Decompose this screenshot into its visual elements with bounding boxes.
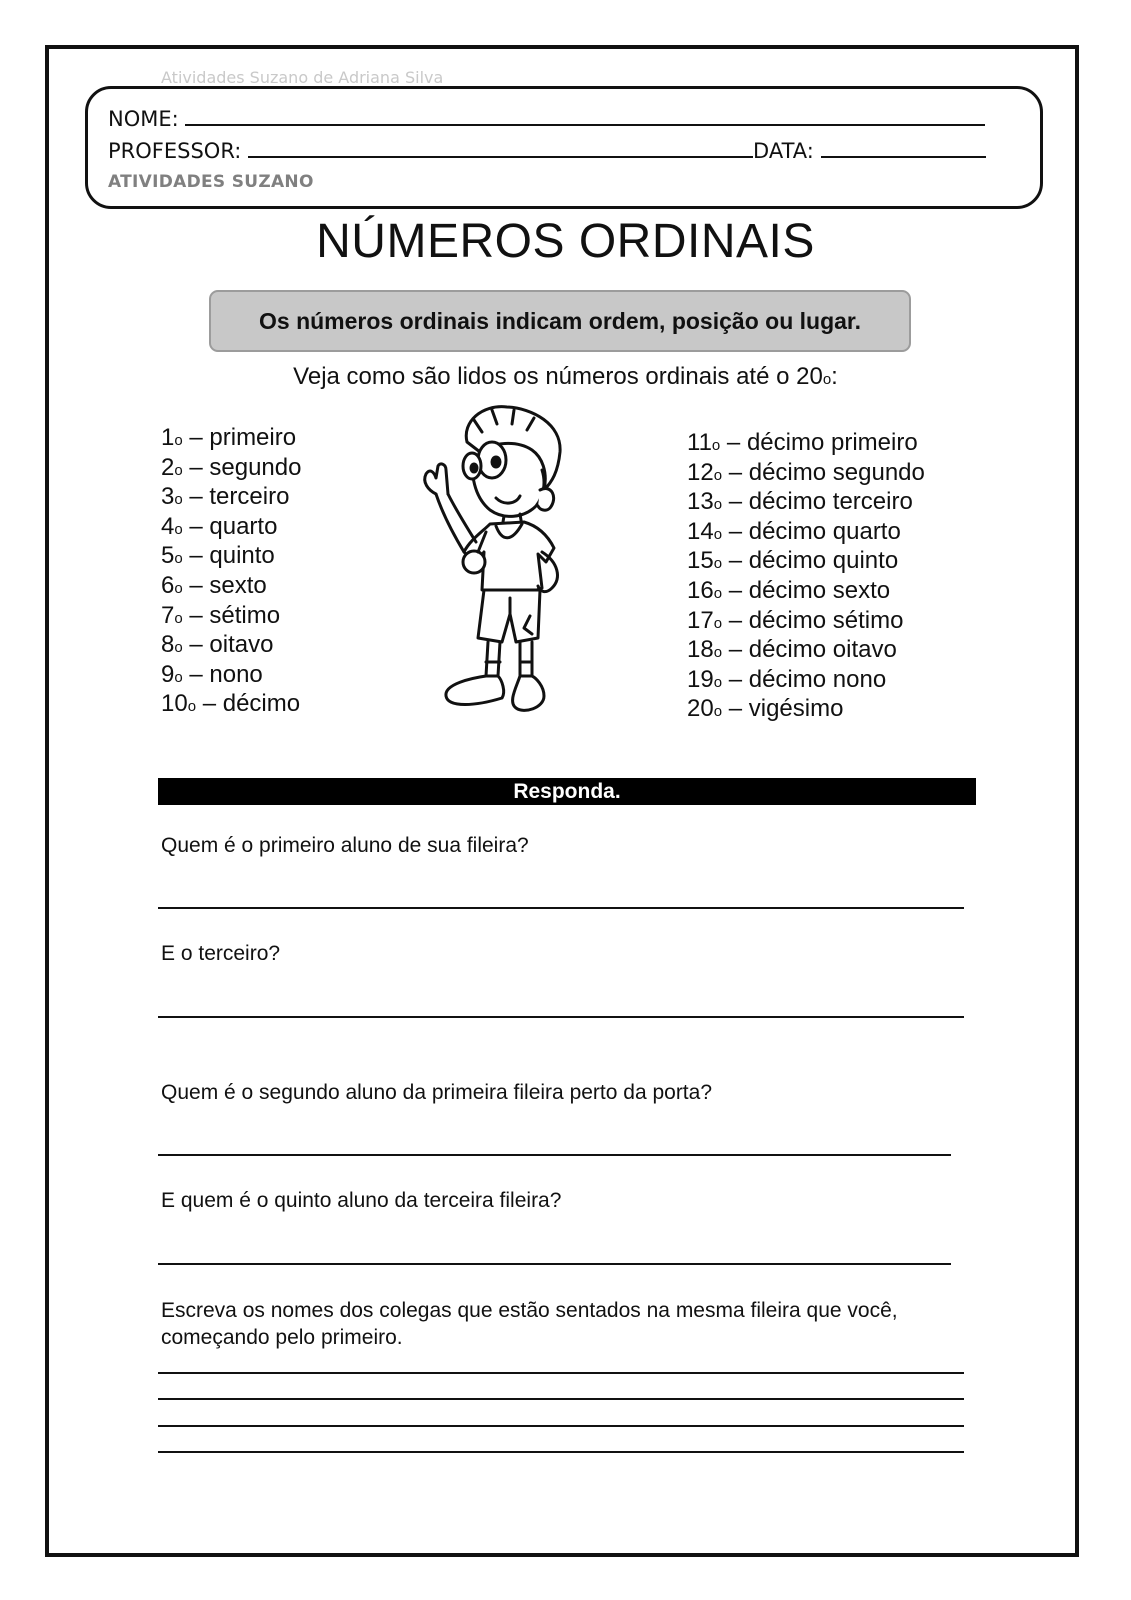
answer-line-5b[interactable]	[158, 1398, 964, 1400]
name-row	[108, 104, 985, 131]
intro-text: Veja como são lidos os números ordinais até o 20o:	[293, 363, 838, 390]
ordinal-item: 14o – décimo quarto	[687, 517, 901, 545]
page-title: NÚMEROS ORDINAIS	[316, 215, 815, 268]
ordinal-item: 2o – segundo	[161, 453, 302, 481]
ordinal-item: 7o – sétimo	[161, 601, 281, 629]
date-label: DATA:	[753, 139, 814, 163]
answer-line-2[interactable]	[158, 1016, 964, 1018]
question-5-line-1: Escreva os nomes dos colegas que estão sentados na mesma fileira que você,	[161, 1299, 898, 1322]
ordinal-item: 16o – décimo sexto	[687, 576, 891, 604]
ordinal-mark: o	[822, 371, 832, 388]
ordinal-item: 13o – décimo terceiro	[687, 488, 913, 516]
ordinal-item: 1o – primeiro	[161, 424, 297, 451]
answer-line-5a[interactable]	[158, 1372, 964, 1374]
ordinal-item: 20o – vigésimo	[687, 695, 844, 723]
ordinal-list-right	[687, 428, 925, 724]
answer-line-4[interactable]	[158, 1263, 951, 1265]
teacher-label: PROFESSOR:	[108, 139, 242, 163]
answer-line-1[interactable]	[158, 907, 964, 909]
ordinal-item: 19o – décimo nono	[687, 665, 887, 693]
name-label: NOME:	[108, 107, 179, 131]
teacher-field[interactable]	[248, 136, 753, 158]
question-1: Quem é o primeiro aluno de sua fileira?	[161, 834, 529, 857]
question-4: E quem é o quinto aluno da terceira fileira?	[161, 1189, 562, 1212]
date-field[interactable]	[821, 136, 986, 158]
question-2: E o terceiro?	[161, 942, 281, 965]
ordinal-item: 5o – quinto	[161, 542, 275, 570]
boy-illustration	[412, 402, 572, 732]
ordinal-item: 4o – quarto	[161, 512, 278, 540]
ordinal-item: 3o – terceiro	[161, 483, 290, 511]
brand-label: ATIVIDADES SUZANO	[108, 172, 314, 192]
ordinal-item: 10o – décimo	[161, 690, 301, 718]
ordinal-item: 8o – oitavo	[161, 631, 274, 659]
question-5-line-2: começando pelo primeiro.	[161, 1326, 403, 1349]
name-field[interactable]	[185, 104, 985, 126]
ordinal-item: 11o – décimo primeiro	[687, 429, 918, 456]
question-3: Quem é o segundo aluno da primeira fileira perto da porta?	[161, 1081, 713, 1104]
respond-heading: Responda.	[158, 778, 976, 805]
ordinal-item: 12o – décimo segundo	[687, 458, 925, 486]
ordinal-item: 17o – décimo sétimo	[687, 606, 904, 634]
ordinal-item: 6o – sexto	[161, 571, 267, 599]
definition-text: Os números ordinais indicam ordem, posição ou lugar.	[259, 307, 861, 334]
ordinal-item: 9o – nono	[161, 660, 263, 688]
definition-box	[209, 290, 911, 352]
answer-line-3[interactable]	[158, 1154, 951, 1156]
answer-line-5d[interactable]	[158, 1451, 964, 1453]
ordinal-item: 15o – décimo quinto	[687, 547, 899, 575]
teacher-row	[108, 136, 986, 163]
ordinal-item: 18o – décimo oitavo	[687, 636, 897, 664]
watermark: Atividades Suzano de Adriana Silva	[161, 68, 444, 87]
ordinal-list-left	[161, 423, 301, 719]
answer-line-5c[interactable]	[158, 1425, 964, 1427]
